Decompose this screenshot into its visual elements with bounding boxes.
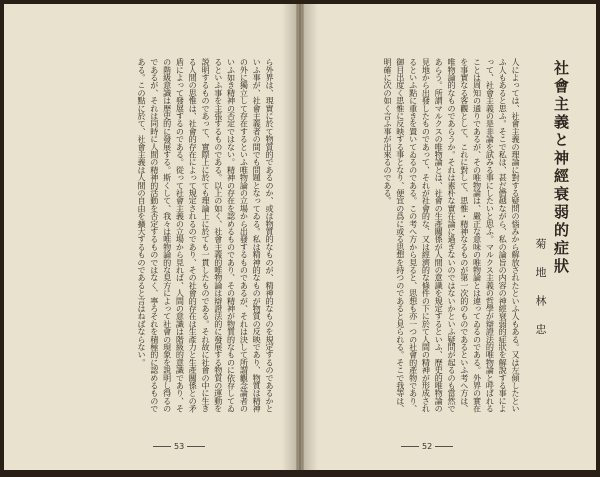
article-title: 社會主義と神經衰弱的症狀 (552, 60, 570, 276)
gutter-shadow-left (282, 4, 298, 470)
right-page-body: 人によっては、社會主義の理論に對する疑問の惱みから解放されたといふ人もある。又は左傾したといふ人もあると思ふ。そこで私は、甚だ僭越ながら、私の論旨の内容の神經衰弱的症狀を解說する事によって、社會主義の是非論を試みる事にしたいと思ふ。マルクス主義の哲學が辯證法的唯物論と呼ばれることは周知の通りであるが、その唯物論は、嚴正な意味の唯物論とは違ってゐるのである。外界の實在を事實なる客觀として、これに對して、思惟・精神なるものが第一次的のものであるといふ考へ方は、唯物論的なものであらうか。それは素朴な實在論に過ぎないのではないかといふ疑問が起るのも當然であらう。所謂マルクスの唯物論とは、社會の生產關係が人間の意識を規定するといふ、歷史的唯物論の見地から出發したものであって、それが社會的な、又は經濟的な條件の下に於て人間の精神が形成されるといふ點に重きを置いてゐるのである。この考へ方から見ると、思想も亦一つの社會的產物であり、御目出度く思惟に反映する事となり、便宜の爲に或る思想を持つのであると見られる。そこで我等は、明確に次の如く言ふ事が出來るのである。 (383, 58, 521, 413)
right-page-number: 52 (398, 442, 456, 451)
left-page-body: ら外界は、現實に於て物質的であるのか、或は物質的なものが、精神的なものを規定するのであるかといふ事が、社會主義者の間でも問題となってゐる。私は精神的なものが物質の反映であり、物質は精神の外に獨立して存在するといふ唯物論の立場から出發するものであるが、それは決して所謂觀念論者のいふ如き精神の否定ではない。精神の存在を認めるものであり、その精神が物質的なものに依存してゐるといふ事を主張するものである。以上の如く、社會主義的唯物論は辯證法的に發展する物質の運動を説明するものであって、實際上に於ても理論上に於ても一貫したものである。それ故に社會の中に生きる人間の思惟は、社會的存在によって規定されるのであり、その社會的存在は生產力と生產關係との矛盾によって發展するのである。從って社會主義の立場から見れば、人間の意識は階級的意識であり、その階級意識は歷史的に發展する。斯くして、我々は唯物論的な見方によって社會の現象を説明し得るのであるが、それは同時に人間の精神的活動を否定するものではなく、寧ろそれを積極的に認めるものである。この點に於て、社會主義は人間の自由を擴大するものであると言はねばならない。 (137, 58, 275, 413)
article-author: 菊 地 林 忠 (534, 238, 547, 342)
left-page-number: 53 (150, 442, 208, 451)
